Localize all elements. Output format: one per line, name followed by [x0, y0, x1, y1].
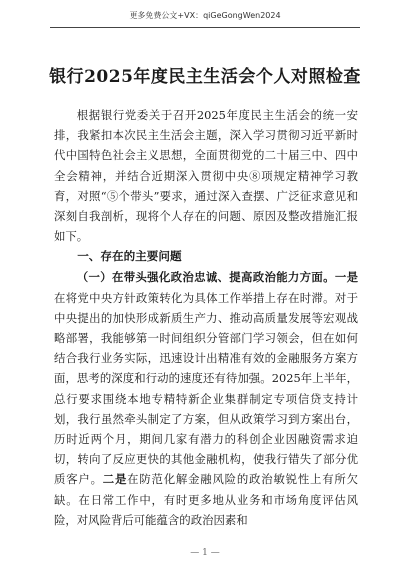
- page-number: — 1 —: [190, 548, 220, 558]
- section-heading-1: 一、存在的主要问题: [77, 249, 182, 264]
- subsection-paragraph-1: [54, 267, 358, 530]
- document-body: [54, 105, 358, 530]
- document-title: 银行2025年度民主生活会个人对照检查: [49, 67, 361, 87]
- point-lead-2: 二是: [102, 472, 128, 487]
- subsection-heading-1: （一）在带头强化政治忠诚、提高政治能力方面。: [76, 270, 335, 285]
- intro-paragraph: 根据银行党委关于召开2025年度民主生活会的统一安排，我紧扣本次民主生活会主题，深入学习贯彻习近平新时代中国特色社会主义思想，全面贯彻党的二十届三中、四中全会精神，并结合近期深入贯彻中央⑧项规定精神学习教育，对照“⑤个带头”要求，通过深入查摆、广泛征求意见和深刻自我剖析，现将个人存在的问题、原因及整改措施汇报如下。: [54, 108, 358, 244]
- point-text-2: 在防范化解金融风险的政治敏锐性上有所欠缺。在日常工作中，有时更多地从业务和市场角度评估风险，对风险背后可能蕴含的政治因素和: [54, 472, 358, 527]
- header-divider: [50, 27, 360, 28]
- header-note: 更多免费公文+VX：qiGeGongWen2024: [129, 11, 281, 20]
- point-text-1: 在将党中央方针政策转化为具体工作举措上存在时滞。对于中央提出的加快形成新质生产力、推动高质量发展等宏观战略部署，我能够第一时间组织分管部门学习领会，但在如何结合我行业务实际，迅速设计出精准有效的金融服务方案方面，思考的深度和行动的速度还有待加强。2025年上半年，总行要求围绕本地专精特新企业集群制定专项信贷支持计划，我行虽然牵头制定了方案，但从政策学习到方案出台，历时近两个月，期间几家有潜力的科创企业因融资需求迫切，转向了反应更快的其他金融机构，使我行错失了部分优质客户。: [54, 290, 358, 487]
- point-lead-1: 一是: [334, 270, 358, 285]
